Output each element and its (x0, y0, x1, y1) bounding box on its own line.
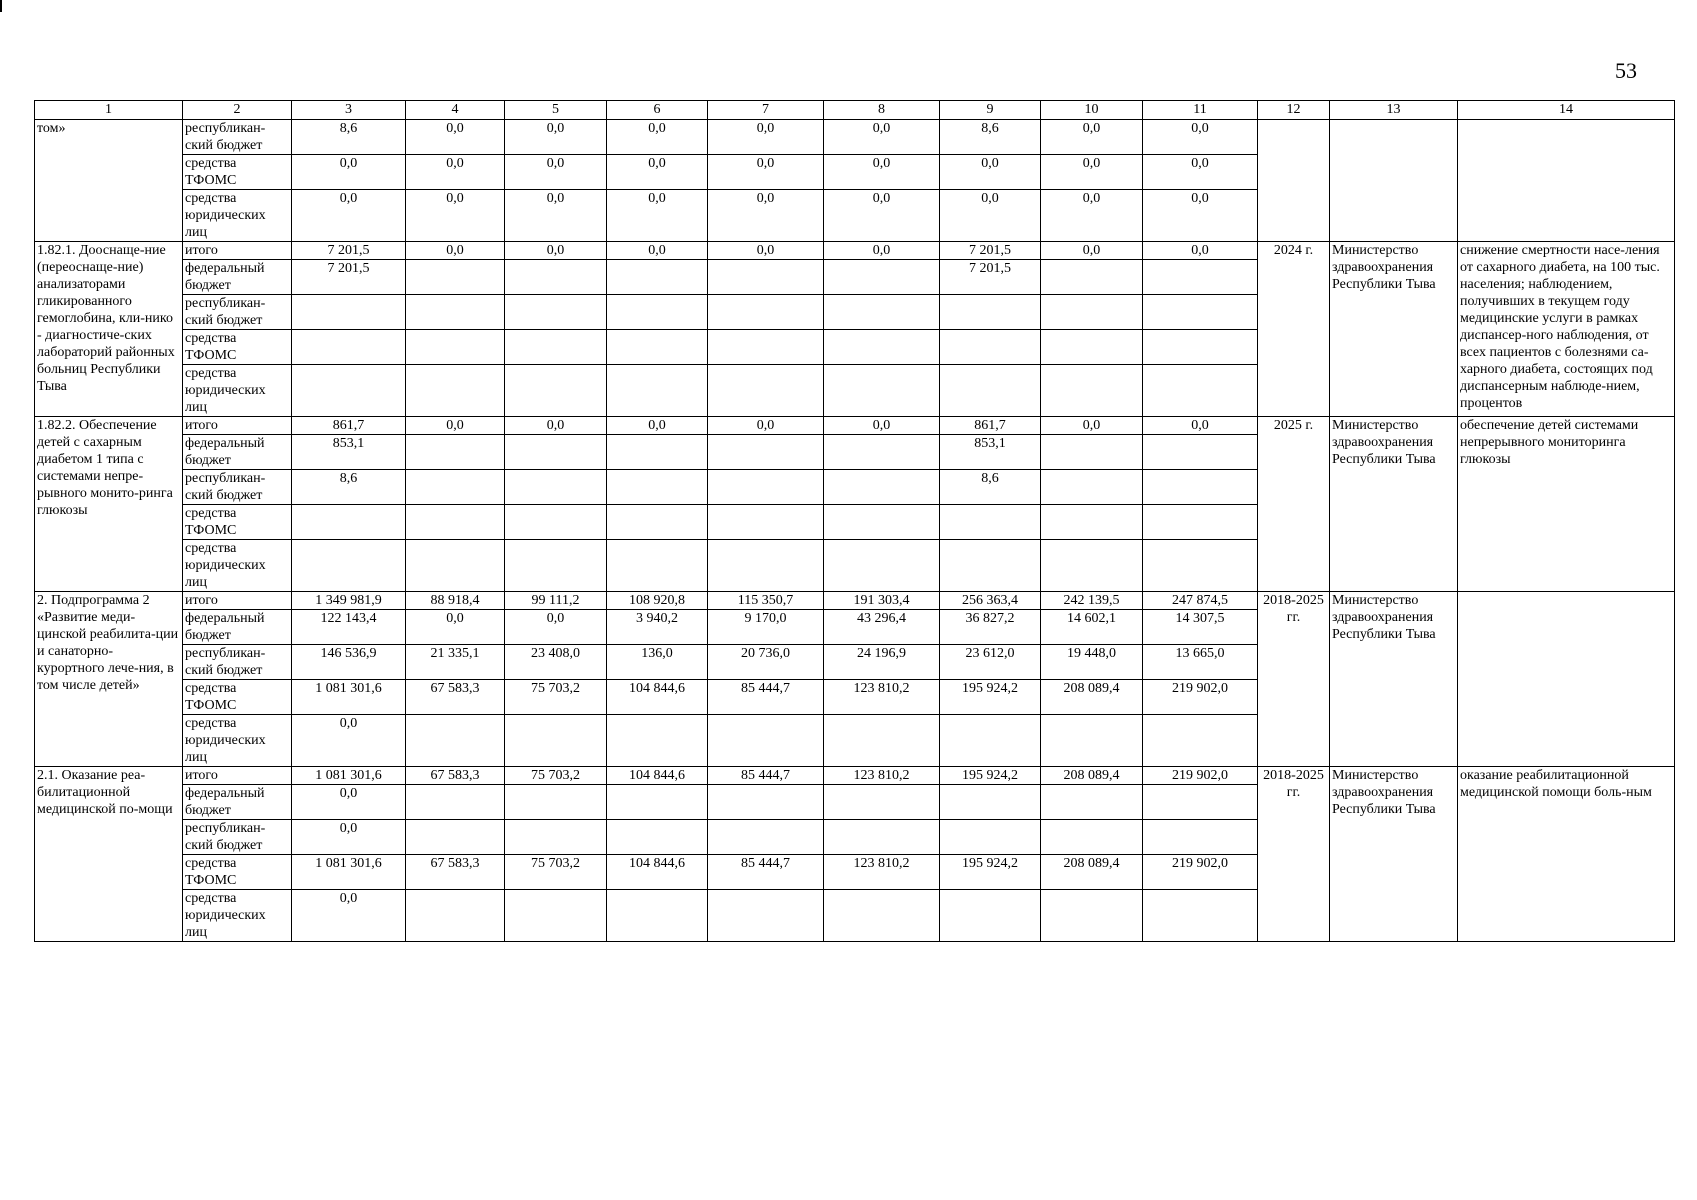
amount-cell: 19 448,0 (1041, 645, 1143, 680)
amount-cell: 0,0 (824, 155, 940, 190)
funding-source: средства ТФОМС (183, 505, 292, 540)
period-cell: 2018-2025 гг. (1258, 592, 1330, 767)
amount-cell (1041, 505, 1143, 540)
amount-cell: 85 444,7 (708, 855, 824, 890)
amount-cell (406, 435, 505, 470)
amount-cell: 0,0 (505, 610, 607, 645)
amount-cell (406, 890, 505, 942)
amount-cell: 8,6 (940, 120, 1041, 155)
table-row (35, 242, 1675, 260)
amount-cell (940, 365, 1041, 417)
amount-cell: 0,0 (505, 242, 607, 260)
table-body (35, 120, 1675, 942)
amount-cell (708, 365, 824, 417)
amount-cell (1143, 295, 1258, 330)
amount-cell: 0,0 (607, 417, 708, 435)
amount-cell: 219 902,0 (1143, 680, 1258, 715)
amount-cell: 123 810,2 (824, 680, 940, 715)
amount-cell: 0,0 (1041, 155, 1143, 190)
amount-cell (1143, 540, 1258, 592)
funding-source: итого (183, 592, 292, 610)
amount-cell (406, 365, 505, 417)
header-col-14: 14 (1458, 101, 1675, 120)
event-name: 2. Подпрограмма 2 «Развитие меди-цинской реабилита-ции и санаторно-курортного лече-ния, в том числе детей» (35, 592, 183, 767)
funding-source: средства юридических лиц (183, 715, 292, 767)
funding-source: федеральный бюджет (183, 785, 292, 820)
amount-cell: 20 736,0 (708, 645, 824, 680)
amount-cell (1143, 260, 1258, 295)
amount-cell: 0,0 (292, 785, 406, 820)
amount-cell: 0,0 (824, 120, 940, 155)
amount-cell: 14 307,5 (1143, 610, 1258, 645)
amount-cell: 195 924,2 (940, 680, 1041, 715)
amount-cell (824, 820, 940, 855)
amount-cell (708, 715, 824, 767)
amount-cell (607, 435, 708, 470)
amount-cell (406, 330, 505, 365)
amount-cell: 123 810,2 (824, 767, 940, 785)
amount-cell (708, 890, 824, 942)
amount-cell (505, 505, 607, 540)
period-cell: 2018-2025 гг. (1258, 767, 1330, 942)
amount-cell (505, 890, 607, 942)
amount-cell: 115 350,7 (708, 592, 824, 610)
amount-cell (292, 295, 406, 330)
amount-cell (708, 295, 824, 330)
amount-cell (607, 715, 708, 767)
amount-cell: 0,0 (708, 190, 824, 242)
amount-cell (708, 470, 824, 505)
header-row (35, 101, 1675, 120)
header-col-1: 1 (35, 101, 183, 120)
amount-cell (1041, 295, 1143, 330)
amount-cell (940, 785, 1041, 820)
funding-source: средства ТФОМС (183, 680, 292, 715)
header-col-9: 9 (940, 101, 1041, 120)
amount-cell (1143, 330, 1258, 365)
funding-source: республикан-ский бюджет (183, 295, 292, 330)
funding-source: республикан-ский бюджет (183, 820, 292, 855)
amount-cell (824, 785, 940, 820)
amount-cell: 75 703,2 (505, 680, 607, 715)
amount-cell: 219 902,0 (1143, 767, 1258, 785)
amount-cell: 108 920,8 (607, 592, 708, 610)
amount-cell: 1 081 301,6 (292, 680, 406, 715)
amount-cell (824, 435, 940, 470)
amount-cell: 23 408,0 (505, 645, 607, 680)
amount-cell (708, 330, 824, 365)
amount-cell (1041, 470, 1143, 505)
amount-cell: 0,0 (824, 190, 940, 242)
amount-cell: 13 665,0 (1143, 645, 1258, 680)
expected-result: оказание реабилитационной медицинской помощи боль-ным (1458, 767, 1675, 942)
amount-cell: 0,0 (607, 155, 708, 190)
period-cell: 2024 г. (1258, 242, 1330, 417)
responsible-executor: Министерство здравоохранения Республики Тыва (1330, 592, 1458, 767)
header-col-8: 8 (824, 101, 940, 120)
amount-cell (505, 260, 607, 295)
amount-cell: 0,0 (406, 120, 505, 155)
amount-cell: 9 170,0 (708, 610, 824, 645)
amount-cell: 191 303,4 (824, 592, 940, 610)
header-col-10: 10 (1041, 101, 1143, 120)
amount-cell: 75 703,2 (505, 767, 607, 785)
funding-source: итого (183, 242, 292, 260)
amount-cell (940, 330, 1041, 365)
amount-cell: 0,0 (824, 417, 940, 435)
amount-cell: 0,0 (406, 155, 505, 190)
amount-cell (505, 330, 607, 365)
amount-cell (708, 785, 824, 820)
expected-result: снижение смертности насе-ления от сахарного диабета, на 100 тыс. населения; наблюдением, получивших в текущем году медицинские услуги в рамках диспансер-ного наблюдения, от всех пациентов с болезнями са-харного диабета, состоящих под диспансерным наблюде-нием, процентов (1458, 242, 1675, 417)
funding-source: итого (183, 767, 292, 785)
amount-cell: 0,0 (292, 190, 406, 242)
amount-cell (1041, 785, 1143, 820)
amount-cell: 0,0 (1041, 190, 1143, 242)
amount-cell: 99 111,2 (505, 592, 607, 610)
amount-cell: 8,6 (292, 120, 406, 155)
amount-cell: 122 143,4 (292, 610, 406, 645)
amount-cell (406, 540, 505, 592)
amount-cell (1143, 365, 1258, 417)
amount-cell: 24 196,9 (824, 645, 940, 680)
amount-cell: 104 844,6 (607, 767, 708, 785)
amount-cell (940, 820, 1041, 855)
table-row (35, 767, 1675, 785)
amount-cell (824, 260, 940, 295)
amount-cell: 136,0 (607, 645, 708, 680)
amount-cell: 0,0 (1143, 190, 1258, 242)
amount-cell (406, 260, 505, 295)
amount-cell (505, 715, 607, 767)
amount-cell (940, 295, 1041, 330)
page-number: 53 (1615, 58, 1637, 83)
amount-cell: 0,0 (505, 417, 607, 435)
amount-cell (607, 820, 708, 855)
amount-cell: 0,0 (607, 242, 708, 260)
period-cell (1258, 120, 1330, 242)
funding-source: федеральный бюджет (183, 260, 292, 295)
amount-cell (1041, 330, 1143, 365)
amount-cell (824, 715, 940, 767)
amount-cell (940, 715, 1041, 767)
amount-cell: 256 363,4 (940, 592, 1041, 610)
amount-cell: 0,0 (824, 242, 940, 260)
amount-cell: 0,0 (505, 190, 607, 242)
amount-cell (505, 435, 607, 470)
amount-cell (292, 505, 406, 540)
amount-cell: 0,0 (1041, 417, 1143, 435)
amount-cell: 242 139,5 (1041, 592, 1143, 610)
amount-cell (824, 505, 940, 540)
amount-cell (406, 295, 505, 330)
amount-cell: 104 844,6 (607, 680, 708, 715)
amount-cell: 0,0 (708, 242, 824, 260)
amount-cell: 0,0 (1143, 417, 1258, 435)
amount-cell: 67 583,3 (406, 855, 505, 890)
amount-cell: 7 201,5 (292, 260, 406, 295)
amount-cell: 861,7 (940, 417, 1041, 435)
amount-cell (607, 365, 708, 417)
amount-cell (607, 330, 708, 365)
amount-cell (1041, 820, 1143, 855)
amount-cell: 0,0 (708, 120, 824, 155)
amount-cell (940, 505, 1041, 540)
amount-cell (406, 715, 505, 767)
amount-cell: 0,0 (607, 120, 708, 155)
amount-cell: 7 201,5 (292, 242, 406, 260)
amount-cell (406, 785, 505, 820)
amount-cell: 3 940,2 (607, 610, 708, 645)
funding-source: республикан-ский бюджет (183, 120, 292, 155)
amount-cell (505, 785, 607, 820)
expected-result: обеспечение детей системами непрерывного мониторинга глюкозы (1458, 417, 1675, 592)
amount-cell: 0,0 (1041, 120, 1143, 155)
responsible-executor: Министерство здравоохранения Республики Тыва (1330, 767, 1458, 942)
amount-cell: 219 902,0 (1143, 855, 1258, 890)
header-col-11: 11 (1143, 101, 1258, 120)
amount-cell (1041, 365, 1143, 417)
amount-cell: 208 089,4 (1041, 855, 1143, 890)
amount-cell: 14 602,1 (1041, 610, 1143, 645)
amount-cell (505, 365, 607, 417)
amount-cell: 0,0 (940, 190, 1041, 242)
amount-cell: 75 703,2 (505, 855, 607, 890)
amount-cell (708, 435, 824, 470)
funding-source: итого (183, 417, 292, 435)
header-col-5: 5 (505, 101, 607, 120)
amount-cell (1143, 505, 1258, 540)
amount-cell (708, 260, 824, 295)
responsible-executor (1330, 120, 1458, 242)
header-col-3: 3 (292, 101, 406, 120)
amount-cell (824, 470, 940, 505)
amount-cell (824, 890, 940, 942)
amount-cell (708, 820, 824, 855)
amount-cell: 88 918,4 (406, 592, 505, 610)
amount-cell: 1 081 301,6 (292, 767, 406, 785)
amount-cell (1143, 435, 1258, 470)
period-cell: 2025 г. (1258, 417, 1330, 592)
funding-source: средства юридических лиц (183, 365, 292, 417)
amount-cell (824, 365, 940, 417)
amount-cell: 853,1 (940, 435, 1041, 470)
amount-cell (607, 540, 708, 592)
amount-cell (1041, 260, 1143, 295)
amount-cell (708, 540, 824, 592)
amount-cell: 0,0 (940, 155, 1041, 190)
amount-cell: 21 335,1 (406, 645, 505, 680)
amount-cell (1041, 715, 1143, 767)
amount-cell: 7 201,5 (940, 242, 1041, 260)
funding-source: средства юридических лиц (183, 890, 292, 942)
funding-source: федеральный бюджет (183, 610, 292, 645)
amount-cell: 146 536,9 (292, 645, 406, 680)
amount-cell: 0,0 (406, 190, 505, 242)
amount-cell: 23 612,0 (940, 645, 1041, 680)
amount-cell: 0,0 (292, 890, 406, 942)
event-name: 1.82.1. Дооснаще-ние (переоснаще-ние) анализаторами гликированного гемоглобина, кли-нико - диагностиче-ских лабораторий районных больниц Республики Тыва (35, 242, 183, 417)
amount-cell (406, 820, 505, 855)
amount-cell: 0,0 (292, 715, 406, 767)
funding-source: республикан-ский бюджет (183, 645, 292, 680)
amount-cell (292, 540, 406, 592)
amount-cell: 8,6 (292, 470, 406, 505)
amount-cell: 36 827,2 (940, 610, 1041, 645)
amount-cell: 0,0 (406, 417, 505, 435)
amount-cell: 0,0 (1041, 242, 1143, 260)
amount-cell: 208 089,4 (1041, 767, 1143, 785)
expected-result (1458, 592, 1675, 767)
amount-cell (824, 540, 940, 592)
amount-cell: 0,0 (708, 155, 824, 190)
expected-result (1458, 120, 1675, 242)
amount-cell (406, 505, 505, 540)
amount-cell (1041, 435, 1143, 470)
funding-source: средства ТФОМС (183, 855, 292, 890)
amount-cell: 0,0 (292, 820, 406, 855)
amount-cell (1143, 470, 1258, 505)
amount-cell (292, 330, 406, 365)
amount-cell: 853,1 (292, 435, 406, 470)
amount-cell (1143, 820, 1258, 855)
budget-table-wrapper (34, 100, 1674, 942)
amount-cell: 1 081 301,6 (292, 855, 406, 890)
amount-cell: 0,0 (505, 155, 607, 190)
funding-source: средства юридических лиц (183, 540, 292, 592)
funding-source: республикан-ский бюджет (183, 470, 292, 505)
amount-cell: 7 201,5 (940, 260, 1041, 295)
amount-cell (1041, 890, 1143, 942)
scan-edge-mark (0, 0, 2, 12)
amount-cell (607, 295, 708, 330)
amount-cell: 0,0 (1143, 242, 1258, 260)
responsible-executor: Министерство здравоохранения Республики Тыва (1330, 417, 1458, 592)
amount-cell: 0,0 (406, 242, 505, 260)
amount-cell (607, 785, 708, 820)
amount-cell: 247 874,5 (1143, 592, 1258, 610)
amount-cell (824, 330, 940, 365)
amount-cell: 0,0 (1143, 155, 1258, 190)
amount-cell: 67 583,3 (406, 767, 505, 785)
amount-cell: 0,0 (708, 417, 824, 435)
funding-source: средства юридических лиц (183, 190, 292, 242)
amount-cell: 0,0 (607, 190, 708, 242)
amount-cell (406, 470, 505, 505)
amount-cell (292, 365, 406, 417)
amount-cell: 1 349 981,9 (292, 592, 406, 610)
amount-cell (940, 540, 1041, 592)
amount-cell: 861,7 (292, 417, 406, 435)
amount-cell (607, 470, 708, 505)
amount-cell (1143, 890, 1258, 942)
amount-cell (940, 890, 1041, 942)
amount-cell: 208 089,4 (1041, 680, 1143, 715)
funding-source: федеральный бюджет (183, 435, 292, 470)
table-row (35, 417, 1675, 435)
responsible-executor: Министерство здравоохранения Республики Тыва (1330, 242, 1458, 417)
amount-cell (607, 260, 708, 295)
header-col-13: 13 (1330, 101, 1458, 120)
header-col-2: 2 (183, 101, 292, 120)
amount-cell: 0,0 (406, 610, 505, 645)
table-row (35, 592, 1675, 610)
header-col-7: 7 (708, 101, 824, 120)
amount-cell: 0,0 (505, 120, 607, 155)
amount-cell (607, 505, 708, 540)
header-col-6: 6 (607, 101, 708, 120)
amount-cell: 195 924,2 (940, 855, 1041, 890)
event-name: 2.1. Оказание реа-билитационной медицинской по-мощи (35, 767, 183, 942)
amount-cell (1041, 540, 1143, 592)
event-name: 1.82.2. Обеспечение детей с сахарным диабетом 1 типа с системами непре-рывного монито-ринга глюкозы (35, 417, 183, 592)
funding-source: средства ТФОМС (183, 155, 292, 190)
amount-cell: 0,0 (292, 155, 406, 190)
amount-cell (505, 540, 607, 592)
amount-cell: 195 924,2 (940, 767, 1041, 785)
funding-source: средства ТФОМС (183, 330, 292, 365)
amount-cell (1143, 715, 1258, 767)
table-row (35, 120, 1675, 155)
header-col-12: 12 (1258, 101, 1330, 120)
amount-cell: 67 583,3 (406, 680, 505, 715)
amount-cell: 43 296,4 (824, 610, 940, 645)
amount-cell: 85 444,7 (708, 680, 824, 715)
event-name: том» (35, 120, 183, 242)
amount-cell: 85 444,7 (708, 767, 824, 785)
amount-cell (505, 470, 607, 505)
header-col-4: 4 (406, 101, 505, 120)
amount-cell (824, 295, 940, 330)
amount-cell: 8,6 (940, 470, 1041, 505)
amount-cell (607, 890, 708, 942)
amount-cell (505, 295, 607, 330)
amount-cell: 0,0 (1143, 120, 1258, 155)
amount-cell (1143, 785, 1258, 820)
budget-table (34, 100, 1675, 942)
amount-cell (505, 820, 607, 855)
amount-cell (708, 505, 824, 540)
amount-cell: 123 810,2 (824, 855, 940, 890)
amount-cell: 104 844,6 (607, 855, 708, 890)
